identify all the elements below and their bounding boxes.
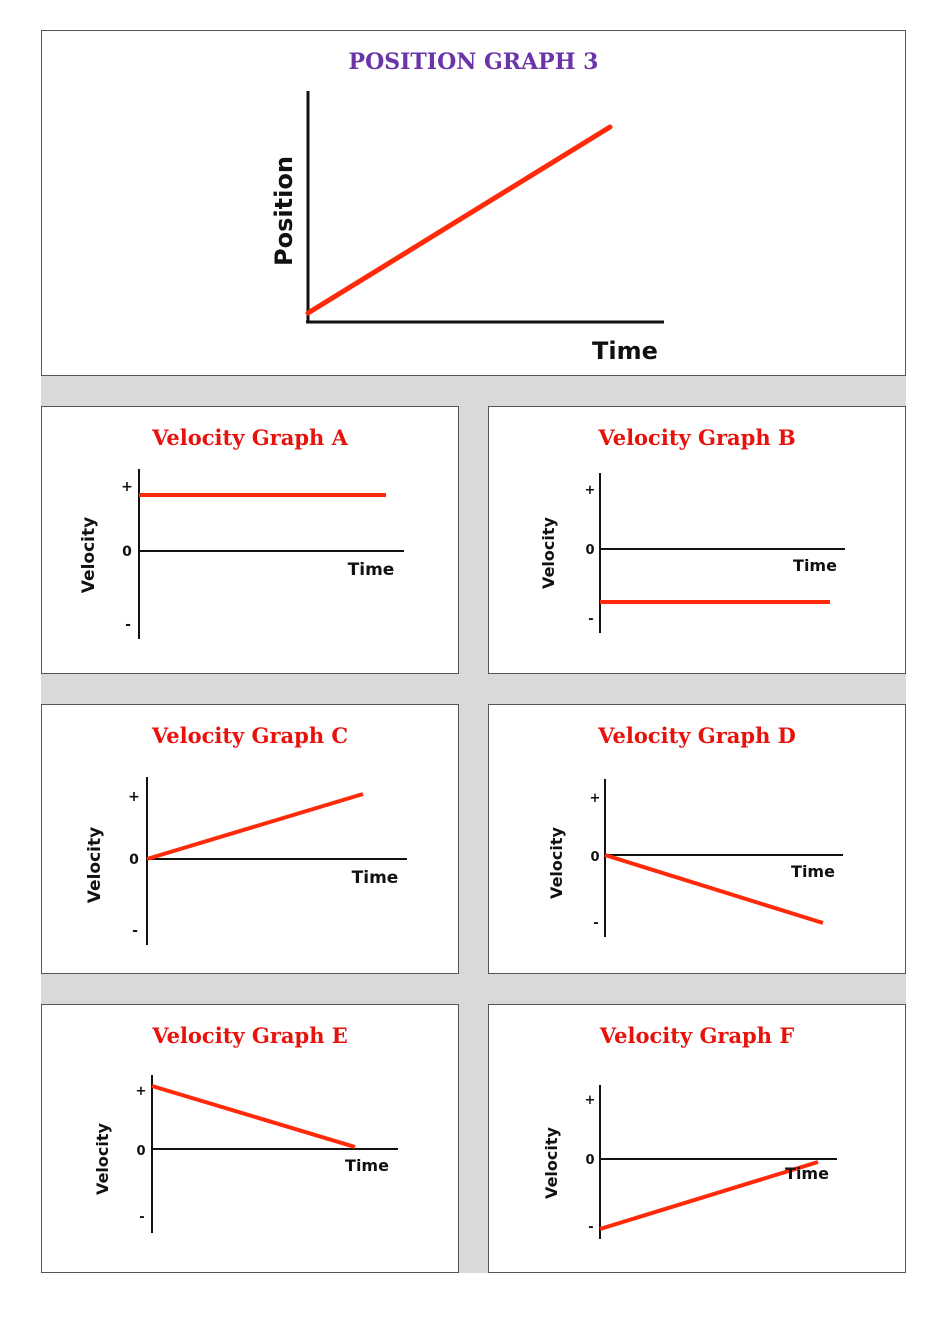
tick-plus: + bbox=[128, 789, 140, 805]
velocity-graph-a-panel bbox=[41, 406, 459, 674]
position-graph-panel bbox=[41, 30, 906, 376]
y-axis-label: Velocity bbox=[547, 827, 566, 899]
velocity-graph-d bbox=[489, 705, 907, 975]
velocity-graph-c bbox=[42, 705, 460, 975]
tick-plus: + bbox=[121, 479, 133, 495]
velocity-graph-title: Velocity Graph E bbox=[152, 1023, 348, 1048]
tick-zero: 0 bbox=[590, 850, 600, 865]
position-graph bbox=[42, 31, 907, 377]
tick-zero: 0 bbox=[585, 1153, 595, 1168]
velocity-graph-title: Velocity Graph C bbox=[151, 723, 349, 748]
y-axis-label: Velocity bbox=[539, 517, 558, 589]
velocity-graph-title: Velocity Graph D bbox=[598, 723, 796, 748]
tick-zero: 0 bbox=[122, 544, 132, 560]
y-axis-label: Velocity bbox=[93, 1123, 112, 1195]
tick-plus: + bbox=[584, 1093, 596, 1108]
tick-zero: 0 bbox=[129, 852, 139, 868]
tick-minus: - bbox=[588, 1220, 594, 1235]
y-axis-label: Velocity bbox=[85, 826, 105, 904]
velocity-graph-f-panel bbox=[488, 1004, 906, 1273]
position-graph-title: POSITION GRAPH 3 bbox=[348, 49, 599, 75]
velocity-graph-e bbox=[42, 1005, 460, 1274]
velocity-graph-title: Velocity Graph A bbox=[152, 425, 348, 450]
x-axis-label: Time bbox=[345, 1156, 389, 1175]
x-axis-label: Time bbox=[351, 868, 399, 888]
tick-zero: 0 bbox=[585, 543, 595, 558]
y-axis-label: Velocity bbox=[542, 1127, 561, 1199]
tick-zero: 0 bbox=[136, 1144, 146, 1159]
position-line bbox=[308, 127, 610, 313]
tick-plus: + bbox=[584, 483, 596, 498]
velocity-graph-b bbox=[489, 407, 907, 675]
velocity-graph-title: Velocity Graph F bbox=[599, 1023, 795, 1048]
tick-minus: - bbox=[593, 916, 599, 931]
tick-plus: + bbox=[589, 791, 601, 806]
tick-minus: - bbox=[125, 617, 131, 633]
column-separator bbox=[458, 376, 489, 1273]
x-axis-label: Time bbox=[347, 560, 395, 580]
tick-plus: + bbox=[135, 1084, 147, 1099]
velocity-graph-e-panel bbox=[41, 1004, 459, 1273]
velocity-graph-a bbox=[42, 407, 460, 675]
x-axis-label: Time bbox=[791, 862, 835, 881]
tick-minus: - bbox=[588, 612, 594, 627]
x-axis-label: Time bbox=[793, 556, 837, 575]
velocity-graph-title: Velocity Graph B bbox=[598, 425, 796, 450]
y-axis-label: Velocity bbox=[79, 516, 99, 594]
tick-minus: - bbox=[132, 923, 138, 939]
x-axis-label: Time bbox=[785, 1164, 829, 1183]
x-axis-label: Time bbox=[592, 337, 658, 365]
y-axis-label: Position bbox=[270, 156, 298, 266]
velocity-line bbox=[152, 1086, 355, 1147]
velocity-graph-b-panel bbox=[488, 406, 906, 674]
velocity-graph-c-panel bbox=[41, 704, 459, 974]
velocity-graph-d-panel bbox=[488, 704, 906, 974]
velocity-graph-f bbox=[489, 1005, 907, 1274]
velocity-line bbox=[147, 794, 363, 859]
tick-minus: - bbox=[139, 1210, 145, 1225]
